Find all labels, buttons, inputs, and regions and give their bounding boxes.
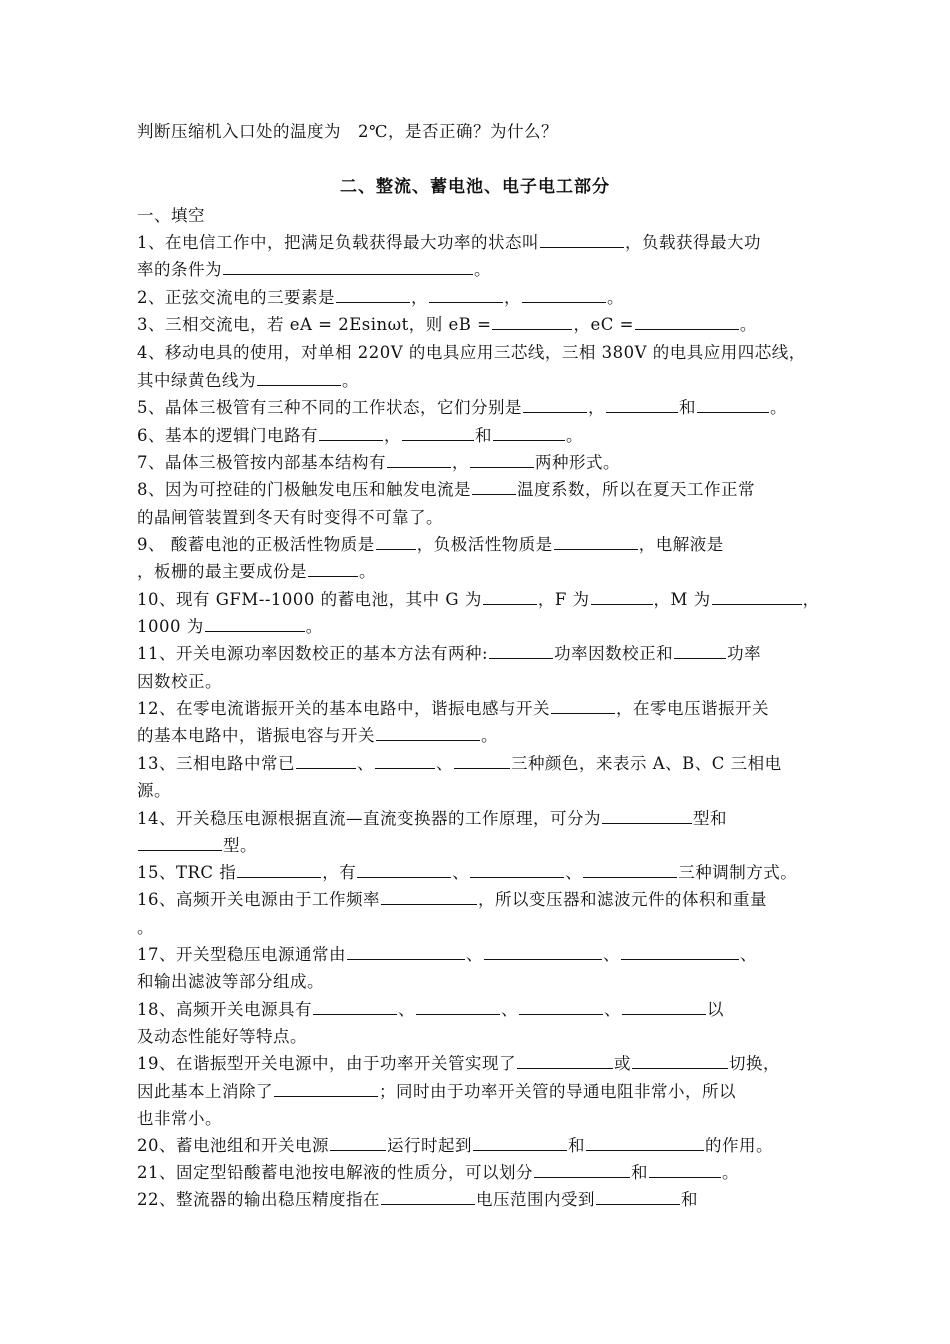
question-12: 12、在零电流谐振开关的基本电路中，谐振电感与开关 ，在零电压谐振开关 <box>137 699 769 718</box>
question-18-cont: 及动态性能好等特点。 <box>137 1027 307 1046</box>
section-title: 二、整流、蓄电池、电子电工部分 <box>340 177 610 197</box>
question-11-cont: 因数校正。 <box>137 672 222 691</box>
question-8: 8、因为可控硅的门极触发电压和触发电流是 温度系数，所以在夏天工作正常 <box>137 480 755 499</box>
question-17-cont: 和输出滤波等部分组成。 <box>137 972 324 991</box>
question-1: 1、在电信工作中，把满足负载获得最大功率的状态叫 ，负载获得最大功 <box>137 233 761 252</box>
question-13: 13、三相电路中常已 、 、 三种颜色，来表示 A、B、C 三相电 <box>137 754 782 773</box>
question-17: 17、开关型稳压电源通常由 、 、 、 <box>137 945 757 964</box>
question-11: 11、开关电源功率因数校正的基本方法有两种: 功率因数校正和 功率 <box>137 644 762 663</box>
question-9-cont: ，板栅的最主要成份是 。 <box>137 562 376 581</box>
subsection-heading: 一、填空 <box>137 206 205 225</box>
question-10: 10、现有 GFM--1000 的蓄电池，其中 G 为 ，F 为 ，M 为 ， <box>137 590 820 609</box>
question-7: 7、晶体三极管按内部基本结构有 ， 两种形式。 <box>137 453 620 472</box>
question-2: 2、正弦交流电的三要素是 ， ， 。 <box>137 288 624 307</box>
question-18: 18、高频开关电源具有 、 、 、 以 <box>137 1000 724 1019</box>
question-3: 3、三相交流电，若 eA = 2Esinωt，则 eB = ，eC = 。 <box>137 315 757 334</box>
question-22: 22、整流器的输出稳压精度指在 电压范围内受到 和 <box>137 1190 698 1209</box>
question-8-cont: 的晶闸管装置到冬天有时变得不可靠了。 <box>137 508 443 527</box>
question-16: 16、高频开关电源由于工作频率 ，所以变压器和滤波元件的体积和重量 <box>137 890 767 909</box>
question-4: 4、移动电具的使用，对单相 220V 的电具应用三芯线，三相 380V 的电具应用四芯线， <box>137 343 806 362</box>
question-19-cont2: 也非常小。 <box>137 1109 222 1128</box>
question-14-cont: 型。 <box>137 832 257 856</box>
question-9: 9、 酸蓄电池的正极活性物质是 ，负极活性物质是 ，电解液是 <box>137 535 724 554</box>
question-13-cont: 源。 <box>137 781 171 800</box>
question-12-cont: 的基本电路中，谐振电容与开关 。 <box>137 726 498 745</box>
question-14: 14、开关稳压电源根据直流—直流变换器的工作原理，可分为 型和 <box>137 809 727 828</box>
question-6: 6、基本的逻辑门电路有 ， 和 。 <box>137 426 583 445</box>
question-4-cont: 其中绿黄色线为 。 <box>137 371 359 390</box>
question-19-cont: 因此基本上消除了 ；同时由于功率开关管的导通电阻非常小，所以 <box>137 1082 736 1101</box>
question-16-cont: 。 <box>137 918 154 937</box>
question-5: 5、晶体三极管有三种不同的工作状态，它们分别是 ， 和 。 <box>137 398 787 417</box>
question-20: 20、蓄电池组和开关电源 运行时起到 和 的作用。 <box>137 1136 773 1155</box>
question-15: 15、TRC 指 ，有 、 、 三种调制方式。 <box>137 863 798 882</box>
question-21: 21、固定型铅酸蓄电池按电解液的性质分，可以划分 和 。 <box>137 1163 739 1182</box>
paragraph-top: 判断压缩机入口处的温度为 2℃，是否正确？为什么？ <box>137 122 558 141</box>
question-1-cont: 率的条件为 。 <box>137 260 491 279</box>
question-19: 19、在谐振型开关电源中，由于功率开关管实现了 或 切换， <box>137 1054 780 1073</box>
question-10-cont: 1000 为 。 <box>137 617 323 636</box>
